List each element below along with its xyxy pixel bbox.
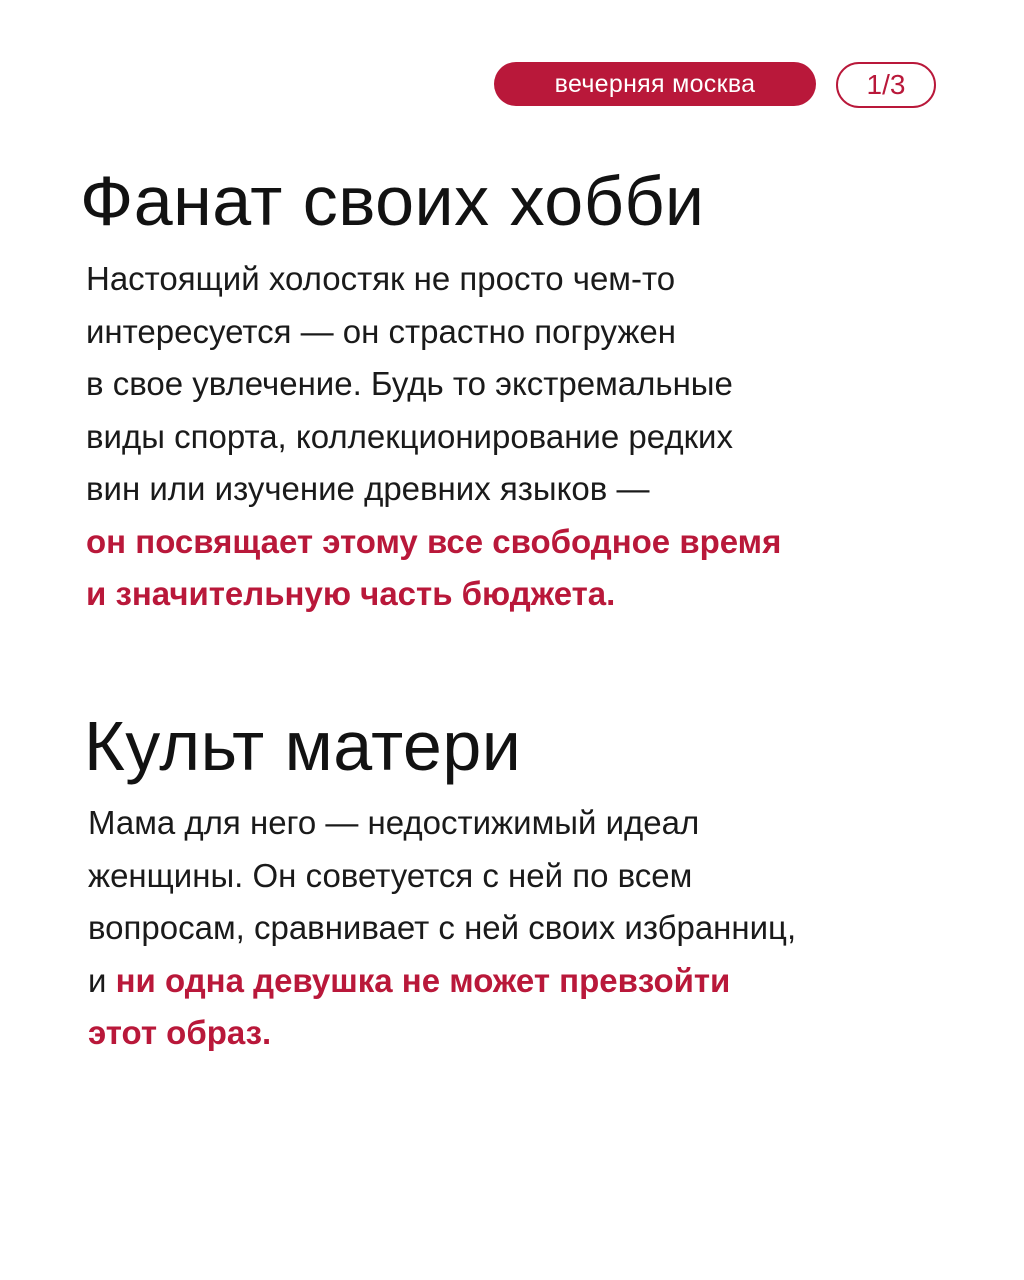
page-counter: 1/3 (836, 62, 936, 108)
highlight-line: и значительную часть бюджета. (86, 575, 616, 612)
body-line: Мама для него — недостижимый идеал (88, 804, 700, 841)
body-line: вопросам, сравнивает с ней своих избранниц, (88, 909, 797, 946)
highlight-line: этот образ. (88, 1014, 272, 1051)
section-body (88, 797, 796, 1060)
body-fragment: и (88, 961, 116, 999)
body-line: виды спорта, коллекционирование редких (86, 417, 733, 455)
highlight-fragment: ни одна девушка не может превзойти (115, 961, 731, 999)
brand-badge: вечерняя москва (494, 62, 816, 106)
body-line: в свое увлечение. Будь то экстремальные (86, 365, 733, 402)
body-line: женщины. Он советуется с ней по всем (88, 856, 693, 894)
body-line: вин или изучение древних языков — (86, 470, 650, 507)
highlight-line: он посвящает этому все свободное время (86, 522, 782, 560)
section-title: Культ матери (84, 707, 522, 785)
section-title: Фанат своих хобби (80, 162, 705, 240)
section-body (86, 253, 781, 621)
body-line (88, 955, 796, 1008)
body-line: интересуется — он страстно погружен (86, 312, 676, 350)
body-line: Настоящий холостяк не просто чем-то (86, 260, 676, 297)
